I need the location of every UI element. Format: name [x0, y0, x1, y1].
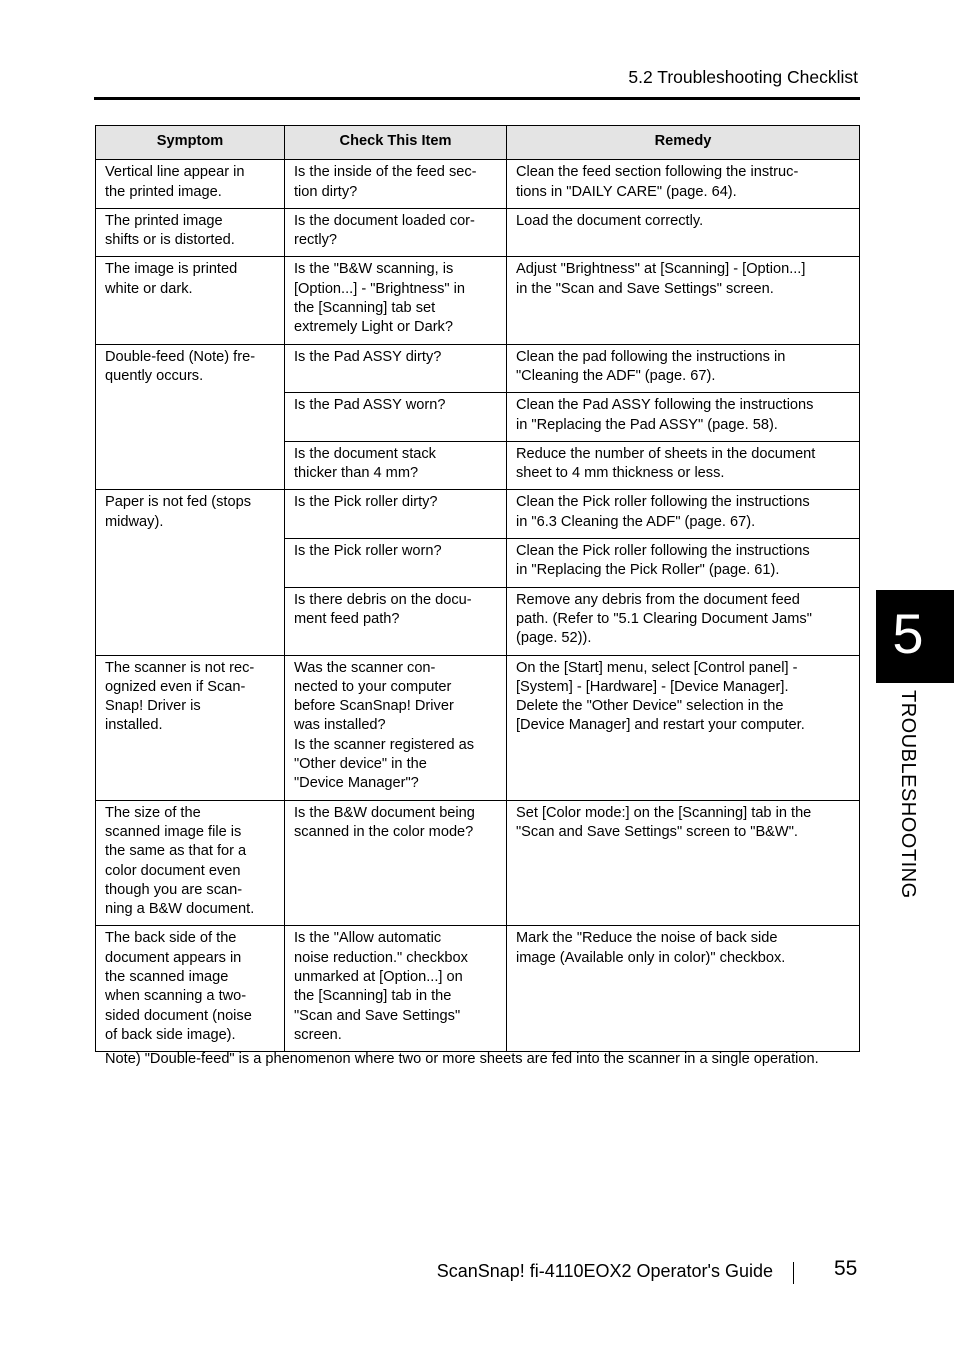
remedy-cell [507, 655, 860, 800]
remedy-cell [507, 344, 860, 393]
check-text: Is the inside of the feed sec- tion dirty? [294, 164, 477, 200]
check-cell [285, 393, 507, 442]
symptom-cell [96, 800, 285, 926]
check-text: Is the document stack thicker than 4 mm? [294, 445, 436, 482]
check-cell [285, 441, 507, 490]
check-text: Is the "Allow automatic noise reduction." checkbox unmarked at [Option...] on the [Scanning] tab in the "Scan and Save Settings" screen. [294, 930, 468, 1043]
table-row [96, 490, 860, 539]
symptom-text: The size of the scanned image file is the same as that for a color document even though you are scan- ning a B&W document. [105, 804, 255, 918]
symptom-text: Vertical line appear in the printed image. [105, 164, 245, 200]
chapter-label: TROUBLESHOOTING [897, 690, 919, 899]
remedy-cell [507, 257, 860, 344]
chapter-number: 5 [892, 602, 924, 665]
page-number: 55 [834, 1257, 858, 1280]
chapter-tab [876, 590, 954, 683]
symptom-cell [96, 490, 285, 655]
check-cell [285, 539, 507, 588]
symptom-text: The back side of the document appears in the scanned image when scanning a two- sided document (noise of back side image). [105, 930, 252, 1043]
check-cell [285, 800, 507, 926]
symptom-cell [96, 160, 285, 209]
check-text: Is there debris on the docu- ment feed path? [294, 591, 472, 627]
remedy-text: Remove any debris from the document feed path. (Refer to "5.1 Clearing Document Jams" (page. 52)). [516, 591, 812, 647]
chapter-label-wrapper [893, 690, 923, 920]
remedy-text: Clean the Pick roller following the instructions in "Replacing the Pick Roller" (page. 61). [516, 543, 810, 579]
symptom-text: The printed image shifts or is distorted. [105, 212, 235, 249]
column-header-symptom: Symptom [96, 126, 285, 160]
symptom-cell [96, 344, 285, 490]
remedy-cell [507, 587, 860, 655]
check-cell [285, 257, 507, 344]
remedy-cell [507, 490, 860, 539]
remedy-text: Clean the pad following the instructions in "Cleaning the ADF" (page. 67). [516, 348, 786, 384]
symptom-text: Paper is not fed (stops midway). [105, 494, 252, 530]
header-rule [94, 97, 860, 100]
check-text: Is the Pick roller dirty? [294, 494, 438, 511]
remedy-text: Mark the "Reduce the noise of back side image (Available only in color)" checkbox. [516, 930, 786, 966]
remedy-text: Set [Color mode:] on the [Scanning] tab in the "Scan and Save Settings" screen to "B&W". [516, 804, 812, 840]
remedy-text: Reduce the number of sheets in the document sheet to 4 mm thickness or less. [516, 445, 816, 482]
column-header-check: Check This Item [285, 126, 507, 160]
symptom-text: The image is printed white or dark. [105, 261, 238, 297]
check-text: Is the document loaded cor- rectly? [294, 212, 475, 249]
remedy-cell [507, 800, 860, 926]
symptom-cell [96, 257, 285, 344]
check-text: Is the B&W document being scanned in the color mode? [294, 804, 475, 840]
column-header-remedy: Remedy [507, 126, 860, 160]
symptom-cell [96, 926, 285, 1052]
remedy-cell [507, 393, 860, 442]
symptom-text: The scanner is not rec- ognized even if Scan- Snap! Driver is installed. [105, 659, 255, 734]
remedy-text: Clean the Pad ASSY following the instructions in "Replacing the Pad ASSY" (page. 58). [516, 397, 814, 433]
remedy-cell [507, 539, 860, 588]
remedy-cell [507, 926, 860, 1052]
table-row [96, 655, 860, 800]
remedy-text: Clean the Pick roller following the instructions in "6.3 Cleaning the ADF" (page. 67). [516, 494, 810, 530]
check-cell [285, 344, 507, 393]
table-header-row [96, 126, 860, 160]
remedy-text: Clean the feed section following the instruc- tions in "DAILY CARE" (page. 64). [516, 164, 799, 200]
check-cell [285, 655, 507, 800]
troubleshooting-table [95, 125, 860, 1052]
table-row [96, 344, 860, 393]
table-row [96, 208, 860, 257]
remedy-cell [507, 208, 860, 257]
symptom-cell [96, 655, 285, 800]
footnote: Note) "Double-feed" is a phenomenon where two or more sheets are fed into the scanner in a single operation. [105, 1051, 819, 1067]
symptom-cell [96, 208, 285, 257]
remedy-text: On the [Start] menu, select [Control panel] - [System] - [Hardware] - [Device Manager]. Delete the "Other Device" selection in the [Device Manager] and restart your computer. [516, 659, 805, 734]
remedy-cell [507, 441, 860, 490]
remedy-cell [507, 160, 860, 209]
check-text: Was the scanner con- nected to your computer before ScanSnap! Driver was installed? Is the scanner registered as "Other device" in the "Device Manager"? [294, 659, 475, 792]
symptom-text: Double-feed (Note) fre- quently occurs. [105, 348, 256, 384]
table-row [96, 926, 860, 1052]
table-row [96, 257, 860, 344]
footer-separator [793, 1262, 794, 1284]
table-row [96, 800, 860, 926]
section-title: 5.2 Troubleshooting Checklist [628, 67, 858, 87]
footer-guide-title: ScanSnap! fi-4110EOX2 Operator's Guide [436, 1261, 773, 1281]
check-cell [285, 160, 507, 209]
remedy-text: Load the document correctly. [516, 212, 704, 229]
check-text: Is the "B&W scanning, is [Option...] - "Brightness" in the [Scanning] tab set extremely Light or Dark? [294, 261, 465, 336]
check-cell [285, 926, 507, 1052]
check-text: Is the Pad ASSY worn? [294, 397, 446, 414]
check-text: Is the Pad ASSY dirty? [294, 348, 442, 365]
check-cell [285, 587, 507, 655]
check-text: Is the Pick roller worn? [294, 543, 442, 560]
table-row [96, 160, 860, 209]
remedy-text: Adjust "Brightness" at [Scanning] - [Option...] in the "Scan and Save Settings" screen. [516, 261, 806, 297]
check-cell [285, 490, 507, 539]
check-cell [285, 208, 507, 257]
